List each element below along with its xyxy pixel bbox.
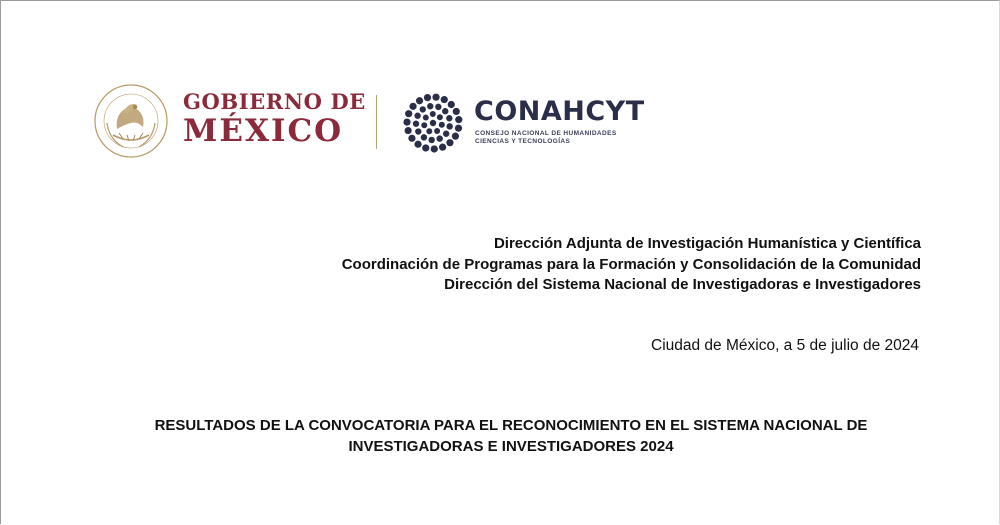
document-title — [101, 416, 921, 457]
logo-divider — [376, 95, 377, 149]
conahcyt-logo-text: CONAHCYT — [474, 96, 645, 127]
gobierno-de-mexico-logo — [183, 91, 366, 147]
dot-circle-mark-icon — [401, 91, 465, 155]
gobierno-line-2: MÉXICO — [183, 113, 344, 149]
header-logos — [93, 83, 693, 163]
department-block — [342, 234, 921, 296]
department-line: Dirección del Sistema Nacional de Investigadoras e Investigadores — [444, 276, 921, 293]
conahcyt-subtitle — [475, 130, 617, 146]
mexican-coat-of-arms-icon — [93, 83, 169, 159]
department-line: Coordinación de Programas para la Formación y Consolidación de la Comunidad — [341, 255, 921, 273]
conahcyt-subtitle-line-2: CIENCIAS Y TECNOLOGÍAS — [475, 138, 571, 145]
department-line: Dirección Adjunta de Investigación Humanística y Científica — [493, 235, 921, 252]
gobierno-line-1: GOBIERNO DE — [183, 89, 366, 114]
conahcyt-subtitle-line-1: CONSEJO NACIONAL DE HUMANIDADES — [475, 130, 617, 137]
title-line: RESULTADOS DE LA CONVOCATORIA PARA EL RECONOCIMIENTO EN EL SISTEMA NACIONAL DE — [154, 417, 868, 434]
date-line: Ciudad de México, a 5 de julio de 2024 — [651, 337, 919, 354]
title-line: INVESTIGADORAS E INVESTIGADORES 2024 — [348, 437, 674, 455]
